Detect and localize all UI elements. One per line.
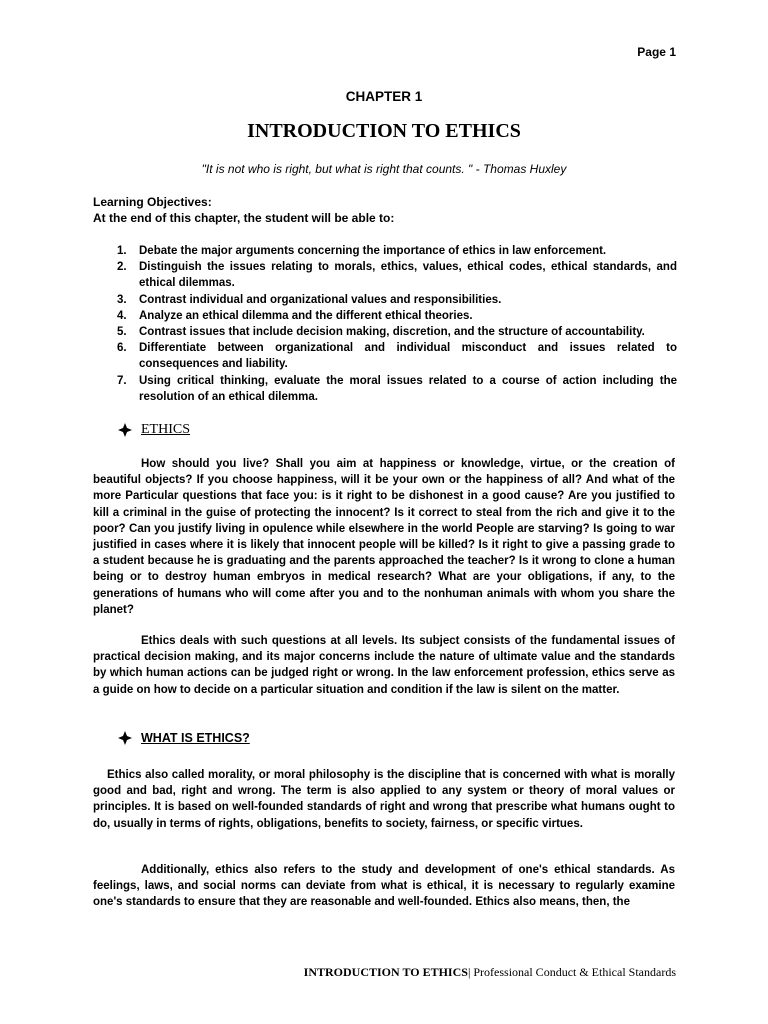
list-item <box>117 292 677 308</box>
footer-subtitle: Professional Conduct & Ethical Standards <box>470 965 676 979</box>
list-item <box>117 340 677 372</box>
list-item-text: Contrast individual and organizational values and responsibilities. <box>139 293 502 306</box>
footer-separator: | <box>467 965 471 979</box>
ethics-paragraph-1: How should you live? Shall you aim at happiness or knowledge, virtue, or the creation of beautiful objects? If you choose happiness, will it be your own or the happiness of all? And what of the more Particular questions that face you: is it right to be dishonest in a good cause? Are you justified to kill a criminal in the guise of protecting the innocent? Is it correct to steal from the rich and give it to the poor? Can you justify living in opulence while elsewhere in the world People are starving? Is going to war justified in cases where it is likely that innocent people will be killed? Is it right to give a passing grade to a student because he is graduating and the parents approached the teacher? Is it wrong to clone a human being or to destroy human embryos in medical research? What are your obligations, if any, to the generations of humans who will come after you and to the nonhuman animals with whom you share the planet? <box>93 458 675 616</box>
section-heading-text: WHAT IS ETHICS? <box>141 731 250 745</box>
list-item-text: Differentiate between organizational and individual misconduct and issues related to consequences and liability. <box>139 342 677 371</box>
list-item <box>117 324 677 340</box>
list-item-number: 1. <box>117 245 127 257</box>
ethics-paragraph-2: Ethics deals with such questions at all levels. Its subject consists of the fundamental issues of practical decision making, and its major concerns include the nature of ultimate value and the standards by which human actions can be judged right or wrong. In the law enforcement profession, ethics serve as a guide on how to decide on a particular situation and condition if the law is silent on the matter. <box>93 635 675 696</box>
list-item <box>117 308 677 324</box>
learning-objectives-heading: Learning Objectives: <box>93 195 212 209</box>
page-footer <box>304 965 676 980</box>
list-item <box>117 259 677 291</box>
section-heading-what-is-ethics <box>118 731 250 745</box>
list-item-number: 6. <box>117 342 127 355</box>
page-number: Page 1 <box>637 45 676 59</box>
list-item-text: Debate the major arguments concerning the importance of ethics in law enforcement. <box>139 245 607 257</box>
list-item <box>117 373 677 405</box>
section-heading-text: ETHICS <box>141 422 190 437</box>
list-item-number: 5. <box>117 326 127 339</box>
learning-objectives-intro: At the end of this chapter, the student will be able to: <box>93 211 395 225</box>
list-item <box>117 243 677 259</box>
chapter-label: CHAPTER 1 <box>345 89 423 104</box>
diamond-bullet-icon <box>118 423 132 437</box>
chapter-title: INTRODUCTION TO ETHICS <box>247 120 521 142</box>
learning-objectives-list <box>117 243 677 405</box>
list-item-number: 4. <box>117 309 127 322</box>
footer-title: INTRODUCTION TO ETHICS <box>303 965 468 979</box>
list-item-text: Using critical thinking, evaluate the moral issues related to a course of action including the resolution of an ethical dilemma. <box>139 374 677 403</box>
section-heading-ethics <box>118 422 190 438</box>
epigraph-quote: "It is not who is right, but what is right that counts. " - Thomas Huxley <box>201 162 567 176</box>
list-item-text: Contrast issues that include decision making, discretion, and the structure of accountability. <box>139 326 645 339</box>
list-item-text: Analyze an ethical dilemma and the different ethical theories. <box>139 309 473 322</box>
diamond-bullet-icon <box>118 731 132 745</box>
list-item-number: 2. <box>117 261 127 274</box>
list-item-text: Distinguish the issues relating to morals, ethics, values, ethical codes, ethical standards, and ethical dilemmas. <box>139 261 677 290</box>
list-item-number: 3. <box>117 293 127 306</box>
list-item-number: 7. <box>117 374 127 387</box>
what-is-ethics-paragraph-1: Ethics also called morality, or moral philosophy is the discipline that is concerned with what is morally good and bad, right and wrong. The term is also applied to any system or theory of moral values or principles. It is based on well-founded standards of right and wrong that prescribe what humans ought to do, usually in terms of rights, obligations, benefits to society, fairness, or specific virtues. <box>93 769 675 830</box>
what-is-ethics-paragraph-2: Additionally, ethics also refers to the study and development of one's ethical standards. As feelings, laws, and social norms can deviate from what is ethical, it is necessary to regularly examine one's standards to ensure that they are reasonable and well-founded. Ethics also means, then, the <box>93 864 675 909</box>
